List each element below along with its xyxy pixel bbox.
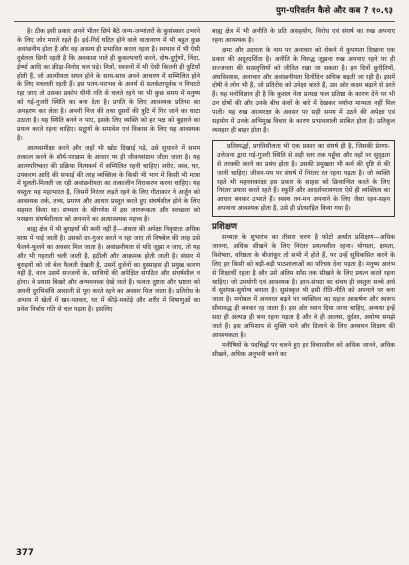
paragraph: सभ्यता के शुभारंभ का तीसरा चरण है फोटो अर्थात प्रशिक्षण—अधिक जानना, अधिक सीखने के लिए निरंतर प्रयत्नशील रहना। योग्यता, क्षमता, विशेषता, वरिष्ठता के बीजांकुर तो सभी में होते हैं, पर उन्हें सुविकसित करने के लिए हर किसी को बड़ी-बड़ी पाठशालाओं का परिचय देना पड़ता है। मनुष्य आरंभ से शिक्षार्थी रहता है और उसे अंतिम साँस तक सीखने के लिए प्रयत्न करते रहना चाहिए। जो उपयोगी एवं आवश्यक है। ज्ञान-संपदा का संचय ही वस्तुतः सच्चे अर्थ में सुसंपन्न-सुयोग्य बनाता है। सुसंस्कृत भी इसी रीति-नीति को अपनाने पर बना जाता है। मनोबल में अनवरत बढ़ने पर व्यक्तित्व का सहज आकर्षण और स्वरूप सीमावद्ध ही बनकर रह जाता है। इस ओर ध्यान दिया जाना चाहिए, अन्यथा इन्हें सदा ही अल्पज्ञ ही बना रहना पड़ता है और वे ही आलस, दुर्दशा, अयोग्य समझे जाते हैं। इस अभिशाप से मुक्ति पाने और दिलाने के लिए अध्ययन शिक्षण की आवश्यकता है। <box>212 234 395 339</box>
right-column <box>212 28 395 361</box>
paragraph: क्षमा और उदारता के नाम पर अनाचार को रोकने में कुपणता दिखाना एक प्रकार की अदूरदर्शिता है। अनीति के विरुद्ध जूझना रुख अपनाए रहने पर ही सज्जनता की सत्प्रवृत्तियों को जीवित रखा जा सकता है। इन दिनों कुरीतियों, अंधविश्वास, अनाचार और अवांछनीयता दिनोंदिन अधिक बढ़ती जा रही है। इसमें दोषी वे लोग भी हैं, जो प्रतिरोध को उपेक्षा करते हैं, उस ओर कदम बढ़ाने से डरते हैं। यह मनोविज्ञान ही है कि कुशल नेता प्रत्यक्ष फल प्रतिष्ठा के कारण देने पर भी उन दोषों की और उनके बीच कंधों के बारे में देखकर पर्याप्त मान्यता नहीं मिल पाती। यह रुख आत्मरक्षा के अवसर पर सही समय में उठने की अपेक्षा एवं सहयोग में उनके अभिमुख विचार के कारण प्रभावशाली साबित होता है। प्रतिकूल व्यवहार ही बाहर होता है। <box>212 46 395 134</box>
paragraph: आत्मसमीक्षा करने और जहाँ भी खोट दिखाई पड़े, उसे सुधारने में समय तत्काल करने के शौर्य-पराक्रम के आधार पर ही जीवनसंग्राम जीता जाता है। यह आत्मपरिष्कार की प्रक्रिया नित्यकर्म में सम्मिलित रहनी चाहिए। शरीर, वस्त्र, घर, उपकरण आदि की सफाई की तरह व्यक्तित्व के किसी भी भाग में किसी भी मात्रा में घुलती-मिलती जा रही अवांछनीयता का तत्कालीन निराकरण करना चाहिए। यह वस्तुतः यह महाभारत है, जिसमें निरंतर लड़ते रहने के लिए गीताकार ने अर्जुन को आवश्यक तर्क, तथ्य, प्रमाण और आधार प्रस्तुत करते हुए संघर्षशील होने के लिए सहमत किया था। सभ्यता के श्रीगणेश में इस जागरूकता और स्वच्छता को परखना संघर्षशीलता को अपनाने का अत्यावश्यक महत्त्व है। <box>17 144 200 224</box>
paragraph: बाह्य क्षेत्र में भी बुराइयाँ की कमी नहीं हैं—अंधता की अपेक्षा निकृष्टता अधिक मात्रा में पाई जाती है। उसको दर-गुजर करते न रहा जाए तो विषबेल की तरह उसे फैलने-फूलने का अवसर मिल जाता है। अवांछनीयता से यदि जूझा न जाए, तो यह और भी गहराती चली जाती है, हठीली और आक्रमक होती जाती है। संसार में बुराइयों को जो बेल फैलती देखती है, उसमें दुर्जनों का दुस्साहस ही प्रमुख कारण नहीं है, वरन उसमें सज्जनों के, साथियों की अपेक्षित संगठित और संघर्षशील न होना। वे प्रयास बिखरे और अन्यमनस्क देखे जाते हैं। फलतः दुष्टता और भ्रष्टता को अपनी दुरभिसंधि आसानी से पूरा करते रहने का अवसर मिल जाता है। प्रतिरोध के अभाव में खेतों में खर-पतवार, घर में कीड़े-मकोड़े और शरीर में विषाणुओं का प्रवेश निर्बाध गति से चल पड़ता है। इसलिए <box>17 225 200 314</box>
paragraph: है। ठीक इसी प्रकार अपने भीतर छिपे बैठे जन्म-जन्मांतरों के कुसंस्कार उभरने के लिए जोर मारते रहते हैं। इर्द-गिर्द घटित होने वाले वातावरण में भी बहुत कुछ अवांछनीय होता है और वह अवश्य ही प्रभावित करता रहता है। स्वभाव में भी ऐसी दुर्बलता छिपी रहती है कि अवकाश पाते ही कुकल्पनाएँ करने, दोष-दुर्गुणों, निंदा, ईर्ष्या आदि का क्रीड़ा-विनोद चल पड़े। मित्रों, स्वजनों में भी ऐसी कितनी ही त्रुटियाँ होती हैं, जो आत्मीयता सघन होने के साथ-साथ अपने आचरण में सम्मिलित होने के लिए मचलती रहती हैं। इस पतन-पराभव के अनर्थ से सतर्कतापूर्वक न निपटते रहा जाए तो उसका प्रकोप धीमी गति से चलते रहने पर भी कुछ समय में मनुष्य को गई-गुजरी स्थिति का बना देता है। प्रगति के लिए आवश्यक प्रतिभा का अपहरण कर लेता है। अपनी निज की तथा दूसरों की त्रुटि में गिर जाने का घाटा उठाता है। यह स्थिति बनने न पाए, इसके लिए व्यक्ति को हर पक्ष को बुहारने का प्रयत्न करते रहना चाहिए। सद्गुणों के समावेश एवं विकास के लिए यह आवश्यक है। <box>17 28 200 142</box>
header-rule <box>14 21 395 22</box>
page-number: 377 <box>16 548 34 558</box>
running-header: युग-परिवर्तन कैसे और कब ? १०.९३ <box>275 6 393 16</box>
paragraph: बाह्य क्षेत्र में भी अनीति के प्रति असहयोग, विरोध एवं संघर्ष का रुख अपनाए रहना आवश्यक है। <box>212 28 395 44</box>
paragraph: मनीषियों के पदचिह्नों पर चलने हुए हर विचारशील को अधिक जानने, अधिक सीखने, अधिक अनुभवी बनने का <box>212 341 395 358</box>
left-column <box>17 28 200 316</box>
paragraph: प्रतिस्पर्द्धा, प्रगतिशीलता भी एक प्रकार का संघर्ष ही है, जिसकी प्रेरणा-उत्तेजना द्वारा गई-गुजरी स्थिति से सही स्तर तक पहुँचा और वहाँ पर सुदृढ़ता से तरक्की करने का प्रबंध होता है। उसकी प्रमुखता भी कर्म की दृष्टि से की जानी चाहिए। जीवन-पथ पर संघर्ष में निरंतर रत रहना पड़ता है। जो व्यक्ति रहते भी महत्त्वाकांक्षा इस प्रकार के साहस को क्रियान्वित करते के लिए निरंतर प्रयास करते रहते हैं। स्फूर्ति और आदर्शपरायणता ऐसे ही व्यक्तित्व का आधार बनकर उभरते हैं। स्वस्थ तन-मन अपनाने के लिए जैसा रहन-सहन अपनाना आवश्यक होता है, उसे ही प्रोत्साहित किया गया है। <box>217 142 390 213</box>
section-heading: प्रशिक्षण <box>212 222 238 233</box>
boxed-paragraph <box>212 140 395 217</box>
